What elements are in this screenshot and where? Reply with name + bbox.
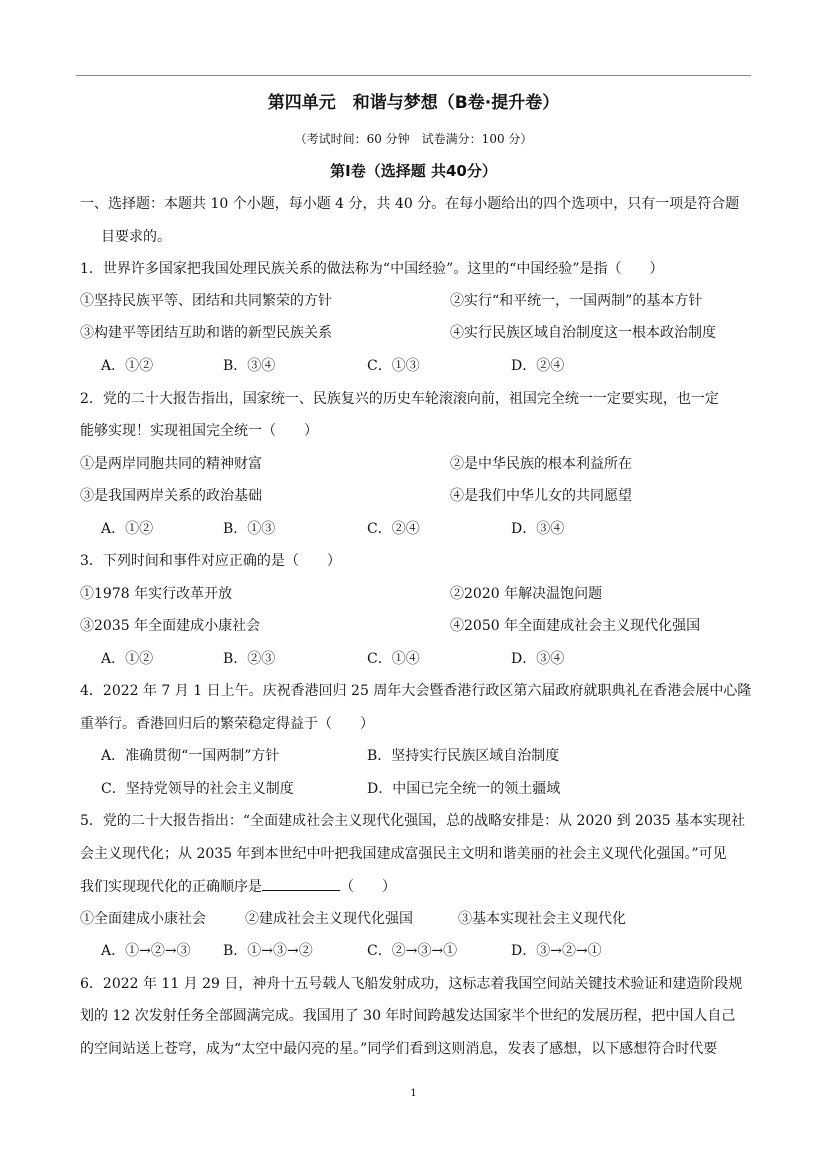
q1-statement-row-1 — [80, 291, 703, 311]
exam-title: 第四单元 和谐与梦想（B卷·提升卷） — [267, 93, 560, 113]
q6-stem-line-3: 的空间站送上苍穹，成为“太空中最闪亮的星。”同学们看到这则消息，发表了感想，以下感想符合时代要 — [80, 1041, 718, 1057]
q5-statement-3: ③基本实现社会主义现代化 — [458, 911, 626, 927]
q5-statement-2: ②建成社会主义现代化强国 — [245, 911, 413, 927]
q6-stem-line-2: 划的 12 次发射任务全部圆满完成。我国用了 30 年时间跨越发达国家半个世纪的发展历程，把中国人自己 — [80, 1008, 736, 1024]
q4-option-c[interactable]: C．坚持党领导的社会主义制度 — [101, 781, 294, 797]
q1-statement-row-2 — [80, 323, 716, 343]
q5-option-d[interactable]: D．③→②→① — [511, 943, 602, 959]
q2-option-b[interactable]: B．①③ — [223, 521, 276, 537]
q4-option-b[interactable]: B．坚持实行民族区域自治制度 — [367, 748, 560, 764]
q3-statement-row-1 — [80, 584, 603, 604]
q1-stem: 1．世界许多国家把我国处理民族关系的做法称为“中国经验”。这里的“中国经验”是指（ ） — [80, 261, 664, 277]
q1-statement-3: ③构建平等团结互助和谐的新型民族关系 — [80, 325, 332, 341]
q3-statement-3: ③2035 年全面建成小康社会 — [80, 618, 261, 634]
q2-stem-line-1: 2．党的二十大报告指出，国家统一、民族复兴的历史车轮滚滚向前，祖国完全统一一定要实现，也一定 — [80, 391, 719, 407]
q4-option-d[interactable]: D．中国已完全统一的领土疆域 — [367, 781, 561, 797]
q3-stem: 3．下列时间和事件对应正确的是（ ） — [80, 553, 341, 569]
q5-stem-line-2: 会主义现代化；从 2035 年到本世纪中叶把我国建成富强民主文明和谐美丽的社会主义现代化强国。”可见 — [80, 846, 727, 862]
q2-stem-line-2: 能够实现！实现祖国完全统一（ ） — [80, 423, 318, 439]
q5-answer-blank[interactable] — [262, 876, 340, 891]
q5-stem-bracket: （ ） — [340, 879, 396, 895]
q6-stem-line-1: 6．2022 年 11 月 29 日，神舟十五号载人飞船发射成功，这标志着我国空间站关键技术验证和建造阶段规 — [80, 976, 743, 992]
q5-statements — [80, 909, 626, 929]
q5-option-a[interactable]: A．①→②→③ — [101, 943, 191, 959]
q3-statement-4: ④2050 年全面建成社会主义现代化强国 — [450, 618, 701, 634]
instructions-line-1: 一、选择题：本题共 10 个小题，每小题 4 分，共 40 分。在每小题给出的四个选项中，只有一项是符合题 — [80, 196, 740, 212]
q4-stem-line-1: 4．2022 年 7 月 1 日上午。庆祝香港回归 25 周年大会暨香港行政区第六届政府就职典礼在香港会展中心隆 — [80, 683, 752, 699]
q2-statement-4: ④是我们中华儿女的共同愿望 — [450, 488, 632, 504]
q1-option-b[interactable]: B．③④ — [223, 358, 276, 374]
q1-statement-4: ④实行民族区域自治制度这一根本政治制度 — [450, 325, 716, 341]
q1-option-c[interactable]: C．①③ — [367, 358, 420, 374]
q5-stem-text: 我们实现现代化的正确顺序是 — [80, 879, 262, 895]
q2-statement-row-2 — [80, 486, 632, 506]
q2-statement-1: ①是两岸同胞共同的精神财富 — [80, 456, 262, 472]
q3-option-a[interactable]: A．①② — [101, 651, 154, 667]
q3-option-d[interactable]: D．③④ — [511, 651, 565, 667]
instructions-line-2: 目要求的。 — [101, 229, 171, 245]
q2-option-c[interactable]: C．②④ — [367, 521, 420, 537]
q3-statement-1: ①1978 年实行改革开放 — [80, 586, 233, 602]
q3-option-c[interactable]: C．①④ — [367, 651, 420, 667]
q5-option-c[interactable]: C．②→③→① — [367, 943, 458, 959]
page-number: 1 — [410, 1088, 417, 1099]
exam-subtitle: （考试时间：60 分钟 试卷满分：100 分） — [294, 132, 533, 146]
section-heading: 第Ⅰ卷（选择题 共40分） — [330, 162, 497, 180]
q4-option-a[interactable]: A．准确贯彻“一国两制”方针 — [101, 748, 280, 764]
header-rule — [76, 75, 751, 76]
q2-statement-row-1 — [80, 454, 632, 474]
q4-stem-line-2: 重举行。香港回归后的繁荣稳定得益于（ ） — [80, 716, 374, 732]
q5-option-b[interactable]: B．①→③→② — [223, 943, 313, 959]
q1-option-d[interactable]: D．②④ — [511, 358, 565, 374]
q1-statement-2: ②实行“和平统一，一国两制”的基本方针 — [450, 293, 703, 309]
q3-statement-2: ②2020 年解决温饱问题 — [450, 586, 603, 602]
q1-statement-1: ①坚持民族平等、团结和共同繁荣的方针 — [80, 293, 332, 309]
q3-statement-row-2 — [80, 616, 701, 636]
q2-option-a[interactable]: A．①② — [101, 521, 154, 537]
q1-option-a[interactable]: A．①② — [101, 358, 154, 374]
q5-stem-line-3 — [80, 876, 396, 897]
q2-option-d[interactable]: D．③④ — [511, 521, 565, 537]
q2-statement-2: ②是中华民族的根本利益所在 — [450, 456, 632, 472]
q2-statement-3: ③是我国两岸关系的政治基础 — [80, 488, 262, 504]
q3-option-b[interactable]: B．②③ — [223, 651, 276, 667]
q5-statement-1: ①全面建成小康社会 — [80, 911, 206, 927]
q5-stem-line-1: 5．党的二十大报告指出：“全面建成社会主义现代化强国，总的战略安排是：从 2020 到 2035 基本实现社 — [80, 813, 746, 829]
